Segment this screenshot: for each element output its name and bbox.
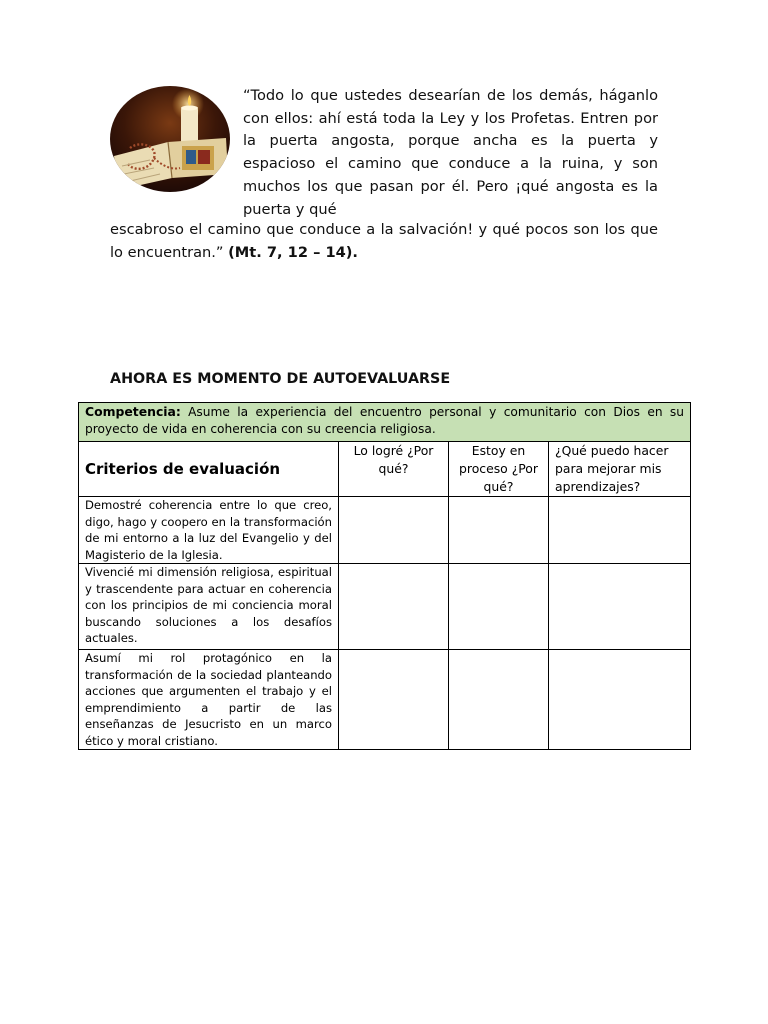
competency-text: Asume la experiencia del encuentro personal y comunitario con Dios en su proyecto de vida en coherencia con su creencia religiosa. — [85, 405, 685, 436]
criterion-cell: Vivencié mi dimensión religiosa, espiritual y trascendente para actuar en coherencia con los principios de mi conciencia moral buscando soluciones a los desafíos actuales. — [79, 564, 339, 650]
in-process-cell[interactable] — [449, 564, 549, 650]
header-improve: ¿Qué puedo hacer para mejorar mis aprendizajes? — [549, 442, 691, 497]
header-achieved: Lo logré ¿Por qué? — [339, 442, 449, 497]
self-evaluation-heading: AHORA ES MOMENTO DE AUTOEVALUARSE — [110, 371, 451, 387]
in-process-cell[interactable] — [449, 650, 549, 750]
improve-cell[interactable] — [549, 650, 691, 750]
header-in-process: Estoy en proceso ¿Por qué? — [449, 442, 549, 497]
table-row — [79, 650, 691, 750]
criterion-cell: Asumí mi rol protagónico en la transformación de la sociedad planteando acciones que argumenten el trabajo y el emprendimiento a partir de las enseñanzas de Jesucristo en un marco ético y moral cristiano. — [79, 650, 339, 750]
improve-cell[interactable] — [549, 497, 691, 564]
bible-reference: (Mt. 7, 12 – 14). — [228, 243, 358, 261]
table-row — [79, 564, 691, 650]
achieved-cell[interactable] — [339, 497, 449, 564]
competency-label: Competencia: — [85, 404, 181, 419]
header-row — [79, 442, 691, 497]
competency-row — [79, 403, 691, 442]
improve-cell[interactable] — [549, 564, 691, 650]
quote-paragraph-bottom — [110, 219, 658, 264]
quote-paragraph-top: “Todo lo que ustedes desearían de los demás, háganlo con ellos: ahí está toda la Ley y los Profetas. Entren por la puerta angosta, porque ancha es la puerta y espacioso el camino que conduce a la ruina, y son muchos los que pasan por él. Pero ¡qué angosta es la puerta y qué — [243, 87, 658, 218]
competency-cell — [79, 403, 691, 442]
achieved-cell[interactable] — [339, 650, 449, 750]
criterion-cell: Demostré coherencia entre lo que creo, digo, hago y coopero en la transformación de mi entorno a la luz del Evangelio y del Magisterio de la Iglesia. — [79, 497, 339, 564]
in-process-cell[interactable] — [449, 497, 549, 564]
candle-bible-rosary-image — [110, 86, 230, 192]
achieved-cell[interactable] — [339, 564, 449, 650]
self-evaluation-table — [78, 402, 691, 750]
quote-continuation: escabroso el camino que conduce a la salvación! y qué pocos son los que lo encuentran.” — [110, 221, 658, 261]
table-row — [79, 497, 691, 564]
header-criteria: Criterios de evaluación — [79, 442, 339, 497]
